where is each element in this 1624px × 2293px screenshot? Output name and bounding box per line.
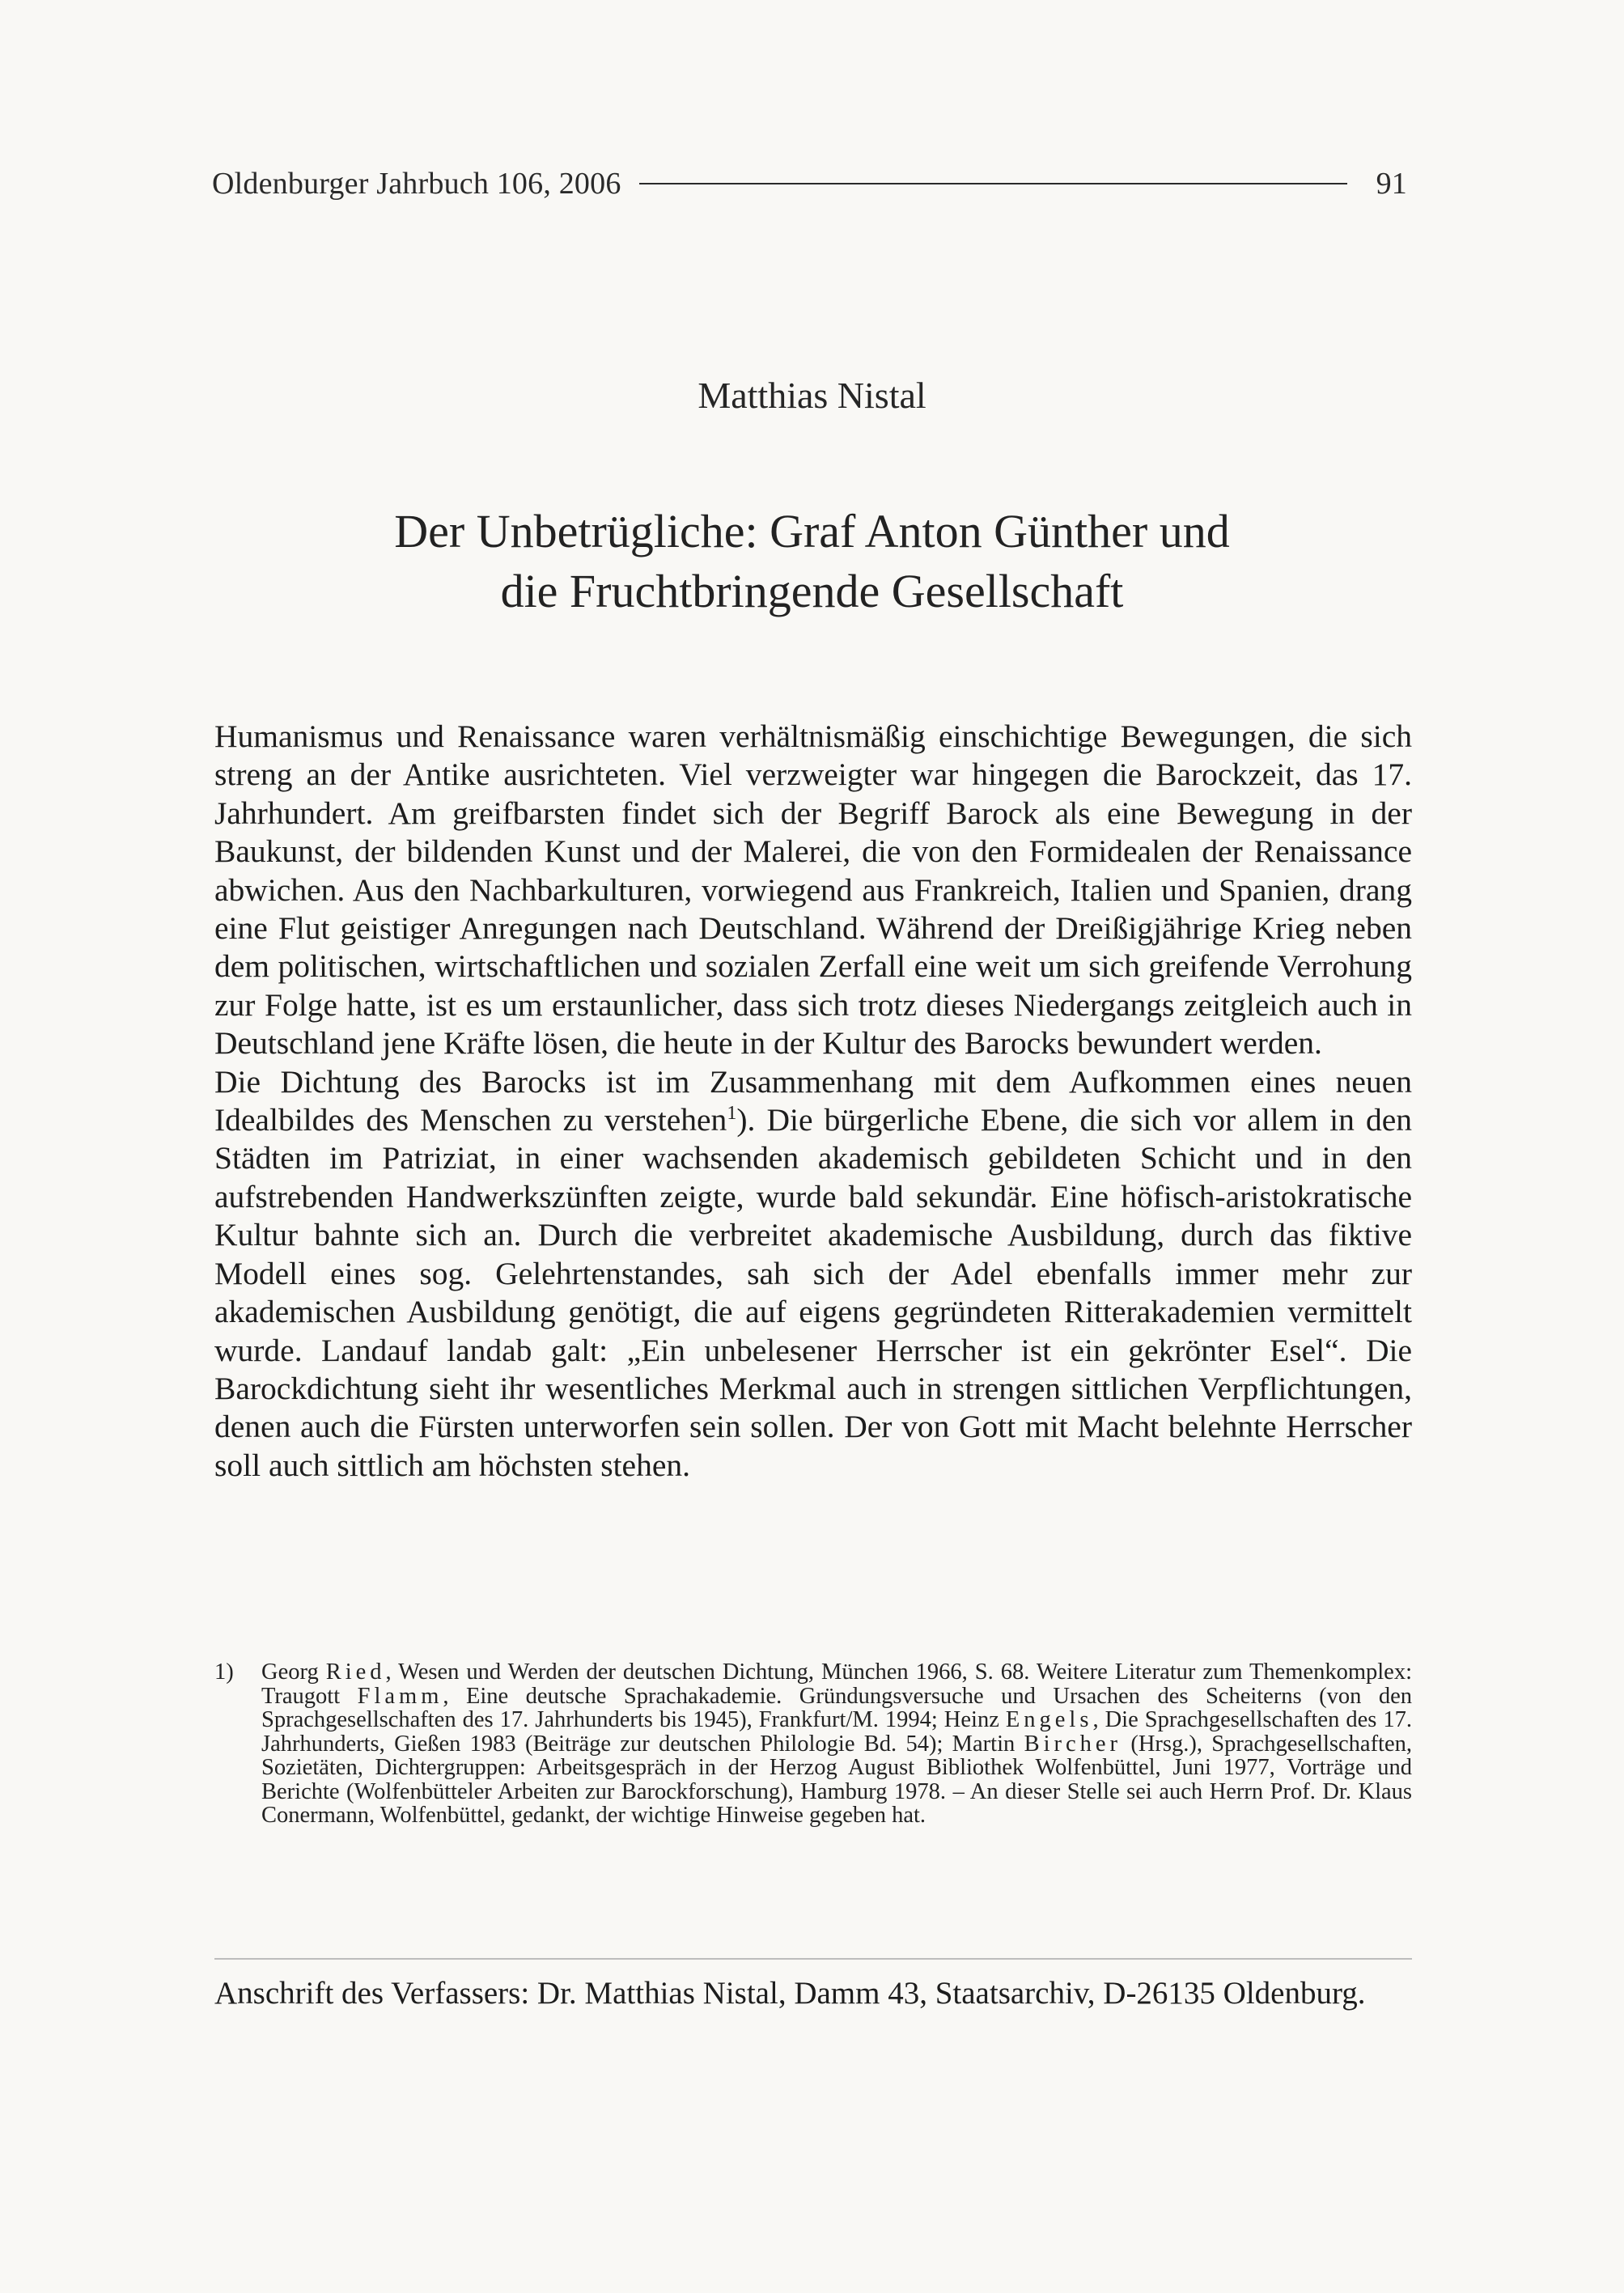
footnote-segment: , Eine deutsche Sprachakademie. Gründungsversuche und Ursachen des Scheiterns (von den Sprachgesellschaften des 17. Jahrhunderts bis 1945), Frankfurt/M. 1994; Heinz — [261, 1683, 1412, 1732]
running-head — [212, 166, 1407, 201]
footnote-reference: 1 — [727, 1102, 737, 1124]
address-divider — [214, 1958, 1412, 1960]
title-line-1: Der Unbetrügliche: Graf Anton Günther und — [394, 505, 1230, 557]
paragraph-1: Humanismus und Renaissance waren verhältnismäßig einschichtige Bewegungen, die sich streng an der Antike ausrichteten. Viel verzweigter war hingegen die Barockzeit, das 17. Jahrhundert. Am greifbarsten findet sich der Begriff Barock als eine Bewegung in der Baukunst, der bildenden Kunst und der Malerei, die von den Formidealen der Renaissance abwichen. Aus den Nachbarkulturen, vorwiegend aus Frankreich, Italien und Spanien, drang eine Flut geistiger Anregungen nach Deutschland. Während der Dreißigjährige Krieg neben dem politischen, wirtschaftlichen und sozialen Zerfall eine weit um sich greifende Verrohung zur Folge hatte, ist es um erstaunlicher, dass sich trotz dieses Niedergangs zeitgleich auch in Deutschland jene Kräfte lösen, die heute in der Kultur des Barocks bewundert werden. — [214, 718, 1412, 1062]
footnote-number: 1) — [214, 1659, 234, 1685]
footnote-segment: , Wesen und Werden der deutschen Dichtung, München 1966, S. 68. Weitere Literatur zum Themenkomplex: Traugott — [261, 1659, 1412, 1709]
footnote-author-name: Ried — [325, 1659, 386, 1685]
footnote-segment: (Hrsg.), Sprachgesellschaften, Sozietäten, Dichtergruppen: Arbeitsgespräch in der Herzog August Bibliothek Wolfenbüttel, Juni 1977, Vorträge und Berichte (Wolfenbütteler Arbeiten zur Barockforschung), Hamburg 1978. – An dieser Stelle sei auch Herrn Prof. Dr. Klaus Conermann, Wolfenbüttel, gedankt, der wichtige Hinweise gegeben hat. — [261, 1731, 1413, 1828]
body-text — [214, 718, 1412, 1485]
author-address: Anschrift des Verfassers: Dr. Matthias Nistal, Damm 43, Staatsarchiv, D-26135 Oldenburg. — [214, 1976, 1366, 2011]
footnote-author-name: Engels — [1005, 1707, 1093, 1732]
paragraph-2-start: Die Dichtung des Barocks ist im Zusammenhang mit dem Aufkommen eines neuen Idealbildes des Menschen zu verstehen — [214, 1063, 1412, 1138]
title-line-2: die Fruchtbringende Gesellschaft — [500, 565, 1124, 617]
header-rule — [639, 183, 1347, 184]
footnote-author-name: Flamm — [357, 1683, 443, 1709]
article-author: Matthias Nistal — [698, 375, 926, 416]
journal-title: Oldenburger Jahrbuch 106, 2006 — [212, 167, 621, 201]
footnote-segment: Georg — [261, 1659, 326, 1685]
footnote-text — [261, 1660, 1412, 1828]
paragraph-2 — [214, 1063, 1412, 1485]
footnote — [214, 1660, 1412, 1828]
paragraph-2-rest: ). Die bürgerliche Ebene, die sich vor allem in den Städten im Patriziat, in einer wachsenden akademisch gebildeten Schicht und in den aufstrebenden Handwerkszünften zeigte, wurde bald sekundär. Eine höfisch-aristokratische Kultur bahnte sich an. Durch die verbreitet akademische Ausbildung, durch das fiktive Modell eines sog. Gelehrtenstandes, sah sich der Adel ebenfalls immer mehr zur akademischen Ausbildung genötigt, die auf eigens gegründeten Ritterakademien vermittelt wurde. Landauf landab galt: „Ein unbelesener Herrscher ist ein gekrönter Esel“. Die Barockdichtung sieht ihr wesentliches Merkmal auch in strengen sittlichen Verpflichtungen, denen auch die Fürsten unterworfen sein sollen. Der von Gott mit Macht belehnte Herrscher soll auch sittlich am höchsten stehen. — [214, 1102, 1412, 1483]
article-title — [0, 502, 1624, 621]
page-number: 91 — [1376, 167, 1407, 201]
footnote-segment: , Die Sprachgesellschaften des 17. Jahrhunderts, Gießen 1983 (Beiträge zur deutschen Philologie Bd. 54); Martin — [261, 1707, 1412, 1757]
footnote-author-name: Bircher — [1024, 1731, 1122, 1757]
